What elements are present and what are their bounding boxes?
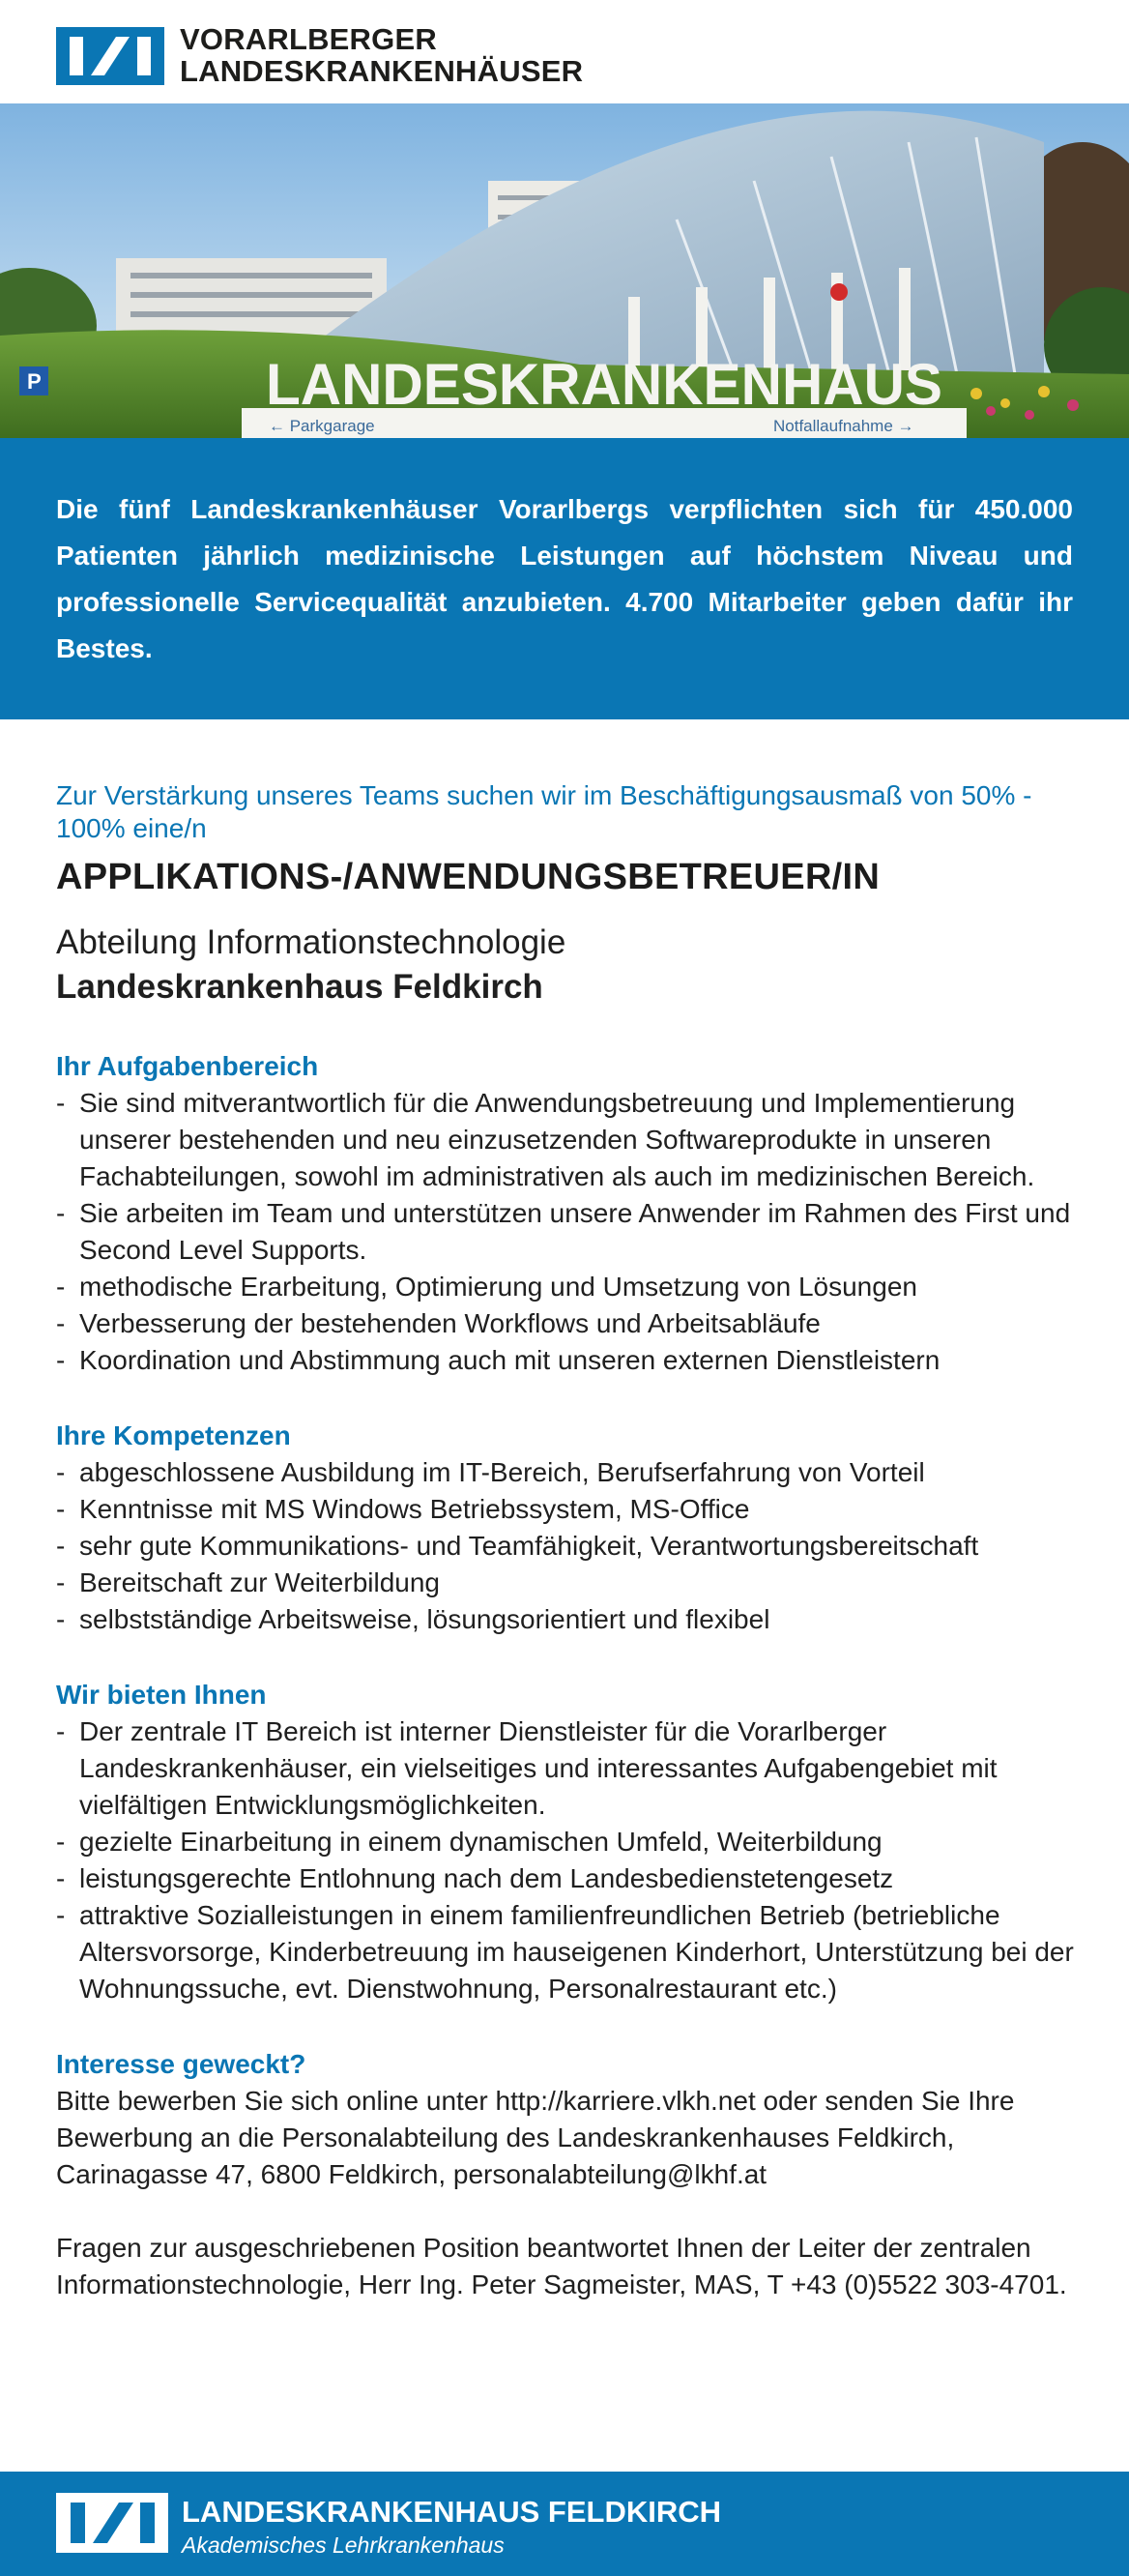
list-item: - sehr gute Kommunikations- und Teamfähigkeit, Verantwortungsbereitschaft	[56, 1528, 1090, 1565]
building-sign-text: LANDESKRANKENHAUS	[266, 352, 942, 417]
offer-section	[56, 1677, 1090, 2007]
list-item: - leistungsgerechte Entlohnung nach dem Landesbedienstetengesetz	[56, 1860, 1090, 1897]
list-item: - Kenntnisse mit MS Windows Betriebssystem, MS-Office	[56, 1491, 1090, 1528]
logo-line-2: LANDESKRANKENHÄUSER	[180, 54, 584, 88]
sign-parkgarage: ← Parkgarage	[269, 417, 375, 435]
list-item: - attraktive Sozialleistungen in einem familienfreundlichen Betrieb (betriebliche Altersvorsorge, Kinderbetreuung im hauseigenen Kinderhort, Unterstützung bei der Wohnungssuche, evt. Dienstwohnung, Personalrestaurant etc.)	[56, 1897, 1090, 2007]
job-posting	[56, 779, 1090, 2303]
skills-list	[56, 1454, 1090, 1638]
intro-block	[0, 438, 1129, 719]
svg-text:P: P	[27, 369, 42, 394]
list-item: - Verbesserung der bestehenden Workflows und Arbeitsabläufe	[56, 1305, 1090, 1342]
footer	[0, 2472, 1129, 2576]
apply-text: Bitte bewerben Sie sich online unter http://karriere.vlkh.net oder senden Sie Ihre Bewerbung an die Personalabteilung des Landeskrankenhauses Feldkirch, Carinagasse 47, 6800 Feldkirch, personalabteilung@lkhf.at	[56, 2086, 1015, 2189]
hospital-photo	[0, 103, 1129, 438]
skills-section	[56, 1418, 1090, 1638]
list-item: - Bereitschaft zur Weiterbildung	[56, 1565, 1090, 1601]
contact-heading: Interesse geweckt?	[56, 2049, 306, 2079]
header	[0, 0, 1129, 103]
contact-section	[56, 2046, 1090, 2303]
job-lead: Zur Verstärkung unseres Teams suchen wir im Beschäftigungsausmaß von 50% - 100% eine/n	[56, 780, 1032, 843]
skills-heading: Ihre Kompetenzen	[56, 1420, 291, 1450]
footer-subtitle: Akademisches Lehrkrankenhaus	[182, 2532, 505, 2558]
offer-list	[56, 1713, 1090, 2007]
sign-notfallaufnahme: Notfallaufnahme →	[773, 417, 914, 435]
list-item: - Koordination und Abstimmung auch mit unseren externen Dienstleistern	[56, 1342, 1090, 1379]
lkh-feldkirch-logo-icon	[56, 2493, 168, 2553]
list-item: - Sie arbeiten im Team und unterstützen unsere Anwender im Rahmen des First und Second Level Supports.	[56, 1195, 1090, 1269]
hero-image	[0, 103, 1129, 438]
department-block	[56, 921, 1090, 1010]
tasks-heading: Ihr Aufgabenbereich	[56, 1051, 319, 1081]
vlkh-logo-icon	[56, 27, 164, 85]
list-item: - methodische Erarbeitung, Optimierung und Umsetzung von Lösungen	[56, 1269, 1090, 1305]
offer-heading: Wir bieten Ihnen	[56, 1680, 267, 1710]
list-item: - Der zentrale IT Bereich ist interner Dienstleister für die Vorarlberger Landeskrankenhäuser, ein vielseitiges und interessantes Aufgabengebiet mit vielfältigen Entwicklungsmöglichkeiten.	[56, 1713, 1090, 1824]
hospital-name: Landeskrankenhaus Feldkirch	[56, 968, 543, 1006]
list-item: - Sie sind mitverantwortlich für die Anwendungsbetreuung und Implementierung unserer bestehenden und neu einzusetzenden Softwareprodukte in unseren Fachabteilungen, sowohl im administrativen als auch im medizinischen Bereich.	[56, 1085, 1090, 1195]
list-item: - selbstständige Arbeitsweise, lösungsorientiert und flexibel	[56, 1601, 1090, 1638]
logo-line-1: VORARLBERGER	[180, 22, 437, 56]
questions-text: Fragen zur ausgeschriebenen Position beantwortet Ihnen der Leiter der zentralen Informationstechnologie, Herr Ing. Peter Sagmeister, MAS, T +43 (0)5522 303-4701.	[56, 2233, 1067, 2299]
header-logo-text	[180, 23, 583, 87]
list-item: - abgeschlossene Ausbildung im IT-Bereich, Berufserfahrung von Vorteil	[56, 1454, 1090, 1491]
list-item: - gezielte Einarbeitung in einem dynamischen Umfeld, Weiterbildung	[56, 1824, 1090, 1860]
department-name: Abteilung Informationstechnologie	[56, 923, 566, 961]
job-title: APPLIKATIONS-/ANWENDUNGSBETREUER/IN	[56, 857, 881, 897]
footer-title: LANDESKRANKENHAUS FELDKIRCH	[182, 2495, 721, 2529]
tasks-list	[56, 1085, 1090, 1379]
tasks-section	[56, 1048, 1090, 1379]
intro-text: Die fünf Landeskrankenhäuser Vorarlbergs verpflichten sich für 450.000 Patienten jährlich medizinische Leistungen auf höchstem Niveau und professionelle Servicequalität anzubieten. 4.700 Mitarbeiter geben dafür ihr Bestes.	[56, 494, 1073, 663]
